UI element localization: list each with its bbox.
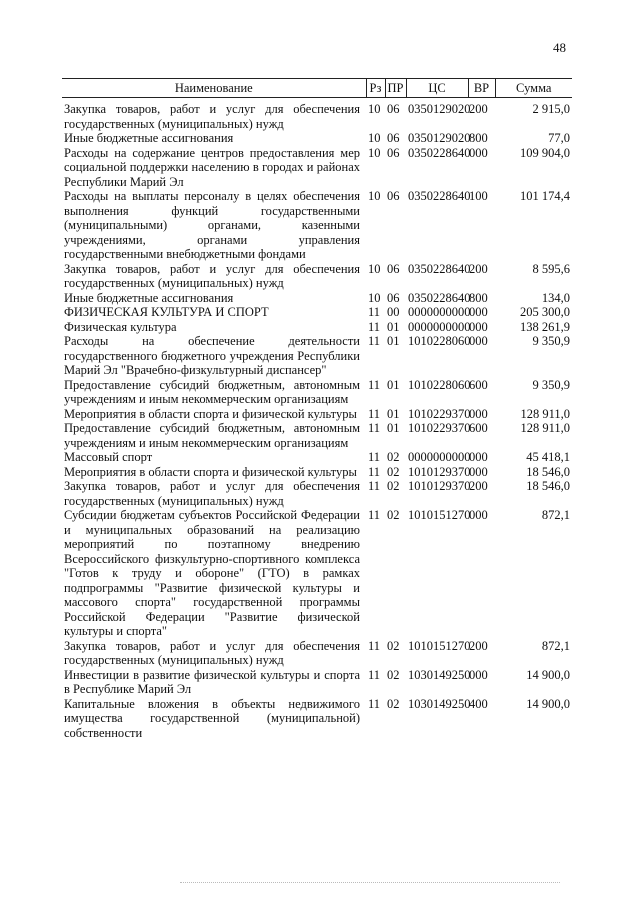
cell-vr: 400 bbox=[469, 696, 488, 711]
cell-vr: 200 bbox=[469, 261, 488, 276]
table-row bbox=[62, 639, 572, 668]
cell-sum: 18 546,0 bbox=[526, 464, 570, 479]
cell-pr: 02 bbox=[387, 638, 400, 653]
cell-cs: 1010229370 bbox=[408, 406, 471, 421]
cell-rz: 11 bbox=[368, 305, 381, 319]
cell-cs: 0350228640 bbox=[408, 189, 471, 203]
table-row bbox=[62, 189, 572, 262]
table-row bbox=[62, 407, 572, 422]
cell-rz: 11 bbox=[368, 464, 381, 479]
cell-sum: 138 261,9 bbox=[520, 319, 570, 334]
cell-sum: 101 174,4 bbox=[520, 189, 570, 203]
cell-cs: 0350228640 bbox=[408, 261, 471, 276]
cell-sum: 45 418,1 bbox=[526, 450, 570, 464]
table-row bbox=[62, 98, 572, 132]
header-rz: Рз bbox=[366, 79, 385, 98]
cell-name: Расходы на содержание центров предоставления мер социальной поддержки населению в городах и районах Республики Марий Эл bbox=[64, 145, 360, 189]
cell-cs: 1010129370 bbox=[408, 479, 471, 493]
cell-vr: 000 bbox=[469, 667, 488, 682]
cell-rz: 11 bbox=[368, 479, 381, 493]
cell-rz: 11 bbox=[368, 334, 381, 348]
table-row bbox=[62, 262, 572, 291]
cell-cs: 0000000000 bbox=[408, 305, 471, 319]
cell-vr: 000 bbox=[469, 334, 488, 348]
cell-pr: 02 bbox=[387, 667, 400, 682]
cell-name: ФИЗИЧЕСКАЯ КУЛЬТУРА И СПОРТ bbox=[64, 305, 269, 319]
cell-name: Инвестиции в развитие физической культуры и спорта в Республике Марий Эл bbox=[64, 667, 360, 696]
cell-pr: 06 bbox=[387, 290, 400, 305]
cell-rz: 10 bbox=[368, 290, 381, 305]
cell-cs: 0350129020 bbox=[408, 131, 471, 145]
cell-vr: 000 bbox=[469, 319, 488, 334]
cell-vr: 000 bbox=[469, 145, 488, 160]
cell-rz: 11 bbox=[368, 508, 381, 522]
cell-vr: 600 bbox=[469, 421, 488, 435]
header-sum: Сумма bbox=[495, 79, 572, 98]
table-row bbox=[62, 508, 572, 639]
cell-name: Закупка товаров, работ и услуг для обеспечения государственных (муниципальных) нужд bbox=[64, 261, 360, 290]
cell-pr: 01 bbox=[387, 421, 400, 435]
table-row bbox=[62, 146, 572, 190]
table-body bbox=[62, 98, 572, 741]
cell-vr: 000 bbox=[469, 464, 488, 479]
cell-vr: 200 bbox=[469, 479, 488, 493]
cell-rz: 11 bbox=[368, 667, 381, 682]
cell-vr: 000 bbox=[469, 406, 488, 421]
cell-sum: 8 595,6 bbox=[532, 261, 570, 276]
table-row bbox=[62, 450, 572, 465]
cell-cs: 1010228060 bbox=[408, 377, 471, 392]
cell-name: Закупка товаров, работ и услуг для обеспечения государственных (муниципальных) нужд bbox=[64, 638, 360, 667]
cell-pr: 06 bbox=[387, 261, 400, 276]
cell-cs: 0350228640 bbox=[408, 290, 471, 305]
cell-pr: 06 bbox=[387, 189, 400, 203]
cell-pr: 02 bbox=[387, 696, 400, 711]
cell-vr: 800 bbox=[469, 290, 488, 305]
cell-rz: 11 bbox=[368, 421, 381, 435]
cell-sum: 2 915,0 bbox=[532, 102, 570, 116]
cell-name: Мероприятия в области спорта и физической культуры bbox=[64, 406, 357, 421]
cell-rz: 11 bbox=[368, 638, 381, 653]
budget-table bbox=[62, 78, 572, 740]
cell-cs: 1010129370 bbox=[408, 464, 471, 479]
cell-cs: 1010229370 bbox=[408, 421, 471, 435]
cell-sum: 128 911,0 bbox=[520, 406, 570, 421]
table-row bbox=[62, 320, 572, 335]
cell-rz: 10 bbox=[368, 189, 381, 203]
table-row bbox=[62, 479, 572, 508]
cell-sum: 9 350,9 bbox=[532, 377, 570, 392]
table-row bbox=[62, 291, 572, 306]
cell-pr: 06 bbox=[387, 145, 400, 160]
cell-pr: 02 bbox=[387, 464, 400, 479]
cell-name: Иные бюджетные ассигнования bbox=[64, 290, 234, 305]
cell-cs: 1030149250 bbox=[408, 667, 471, 682]
cell-name: Иные бюджетные ассигнования bbox=[64, 131, 234, 145]
cell-rz: 11 bbox=[368, 377, 381, 392]
cell-cs: 0000000000 bbox=[408, 319, 471, 334]
table-header-row bbox=[62, 79, 572, 98]
table-row bbox=[62, 131, 572, 146]
cell-sum: 14 900,0 bbox=[526, 667, 570, 682]
cell-pr: 01 bbox=[387, 319, 400, 334]
header-vr: ВР bbox=[468, 79, 495, 98]
cell-pr: 01 bbox=[387, 334, 400, 348]
cell-sum: 872,1 bbox=[541, 638, 570, 653]
cell-cs: 1010151270 bbox=[408, 638, 471, 653]
cell-pr: 06 bbox=[387, 131, 400, 145]
cell-name: Закупка товаров, работ и услуг для обеспечения государственных (муниципальных) нужд bbox=[64, 102, 360, 131]
cell-cs: 0000000000 bbox=[408, 450, 471, 464]
cell-name: Расходы на выплаты персоналу в целях обеспечения выполнения функций государственными (муниципальными) органами, казенными учреждениями, органами управления государственными внебюджетными фондами bbox=[64, 189, 360, 261]
cell-sum: 205 300,0 bbox=[520, 305, 570, 319]
cell-pr: 01 bbox=[387, 406, 400, 421]
cell-pr: 02 bbox=[387, 508, 400, 522]
table-row bbox=[62, 668, 572, 697]
cell-rz: 11 bbox=[368, 450, 381, 464]
cell-rz: 10 bbox=[368, 261, 381, 276]
cell-sum: 872,1 bbox=[541, 508, 570, 522]
cell-rz: 11 bbox=[368, 696, 381, 711]
cell-name: Физическая культура bbox=[64, 319, 177, 334]
cell-sum: 77,0 bbox=[548, 131, 570, 145]
cell-rz: 10 bbox=[368, 102, 381, 116]
cell-cs: 0350129020 bbox=[408, 102, 471, 116]
cell-vr: 100 bbox=[469, 189, 488, 203]
cell-sum: 109 904,0 bbox=[520, 145, 570, 160]
cell-sum: 128 911,0 bbox=[520, 421, 570, 435]
cell-rz: 11 bbox=[368, 406, 381, 421]
page-number: 48 bbox=[553, 40, 566, 55]
cell-vr: 200 bbox=[469, 102, 488, 116]
cell-rz: 10 bbox=[368, 131, 381, 145]
cell-vr: 000 bbox=[469, 305, 488, 319]
cell-cs: 0350228640 bbox=[408, 145, 471, 160]
table-row bbox=[62, 378, 572, 407]
header-name: Наименование bbox=[62, 79, 366, 98]
cell-rz: 11 bbox=[368, 319, 381, 334]
cell-name: Массовый спорт bbox=[64, 450, 153, 464]
cell-pr: 01 bbox=[387, 377, 400, 392]
table-row bbox=[62, 305, 572, 320]
cell-vr: 600 bbox=[469, 377, 488, 392]
cell-name: Закупка товаров, работ и услуг для обеспечения государственных (муниципальных) нужд bbox=[64, 479, 360, 508]
cell-name: Субсидии бюджетам субъектов Российской Федерации и муниципальных образований на реализацию мероприятий по поэтапному внедрению Всероссийского физкультурно-спортивного комплекса "Готов к труду и обороне" (ГТО) в рамках подпрограммы "Развитие физической культуры и массового спорта" государственной программы Российской Федерации "Развитие физической культуры и спорта" bbox=[64, 508, 360, 638]
cell-vr: 800 bbox=[469, 131, 488, 145]
cell-sum: 18 546,0 bbox=[526, 479, 570, 493]
cell-pr: 00 bbox=[387, 305, 400, 319]
cell-vr: 000 bbox=[469, 450, 488, 464]
cell-name: Мероприятия в области спорта и физической культуры bbox=[64, 464, 357, 479]
header-pr: ПР bbox=[385, 79, 406, 98]
cell-cs: 1030149250 bbox=[408, 696, 471, 711]
cell-name: Капитальные вложения в объекты недвижимого имущества государственной (муниципальной) собственности bbox=[64, 696, 360, 740]
cell-vr: 200 bbox=[469, 638, 488, 653]
cell-cs: 1010228060 bbox=[408, 334, 471, 348]
cell-pr: 02 bbox=[387, 450, 400, 464]
cell-pr: 02 bbox=[387, 479, 400, 493]
table-row bbox=[62, 334, 572, 378]
cell-sum: 9 350,9 bbox=[532, 334, 570, 348]
cell-sum: 14 900,0 bbox=[526, 696, 570, 711]
cell-vr: 000 bbox=[469, 508, 488, 522]
table-row bbox=[62, 697, 572, 741]
table-row bbox=[62, 465, 572, 480]
table-row bbox=[62, 421, 572, 450]
cell-name: Предоставление субсидий бюджетным, автономным учреждениям и иным некоммерческим организациям bbox=[64, 377, 360, 406]
cell-rz: 10 bbox=[368, 145, 381, 160]
cell-cs: 1010151270 bbox=[408, 508, 471, 522]
cell-name: Предоставление субсидий бюджетным, автономным учреждениям и иным некоммерческим организациям bbox=[64, 421, 360, 450]
header-cs: ЦС bbox=[406, 79, 468, 98]
cell-name: Расходы на обеспечение деятельности государственного бюджетного учреждения Республики Марий Эл "Врачебно-физкультурный диспансер" bbox=[64, 334, 360, 377]
footer-dotted-line bbox=[180, 882, 560, 883]
cell-sum: 134,0 bbox=[541, 290, 570, 305]
cell-pr: 06 bbox=[387, 102, 400, 116]
